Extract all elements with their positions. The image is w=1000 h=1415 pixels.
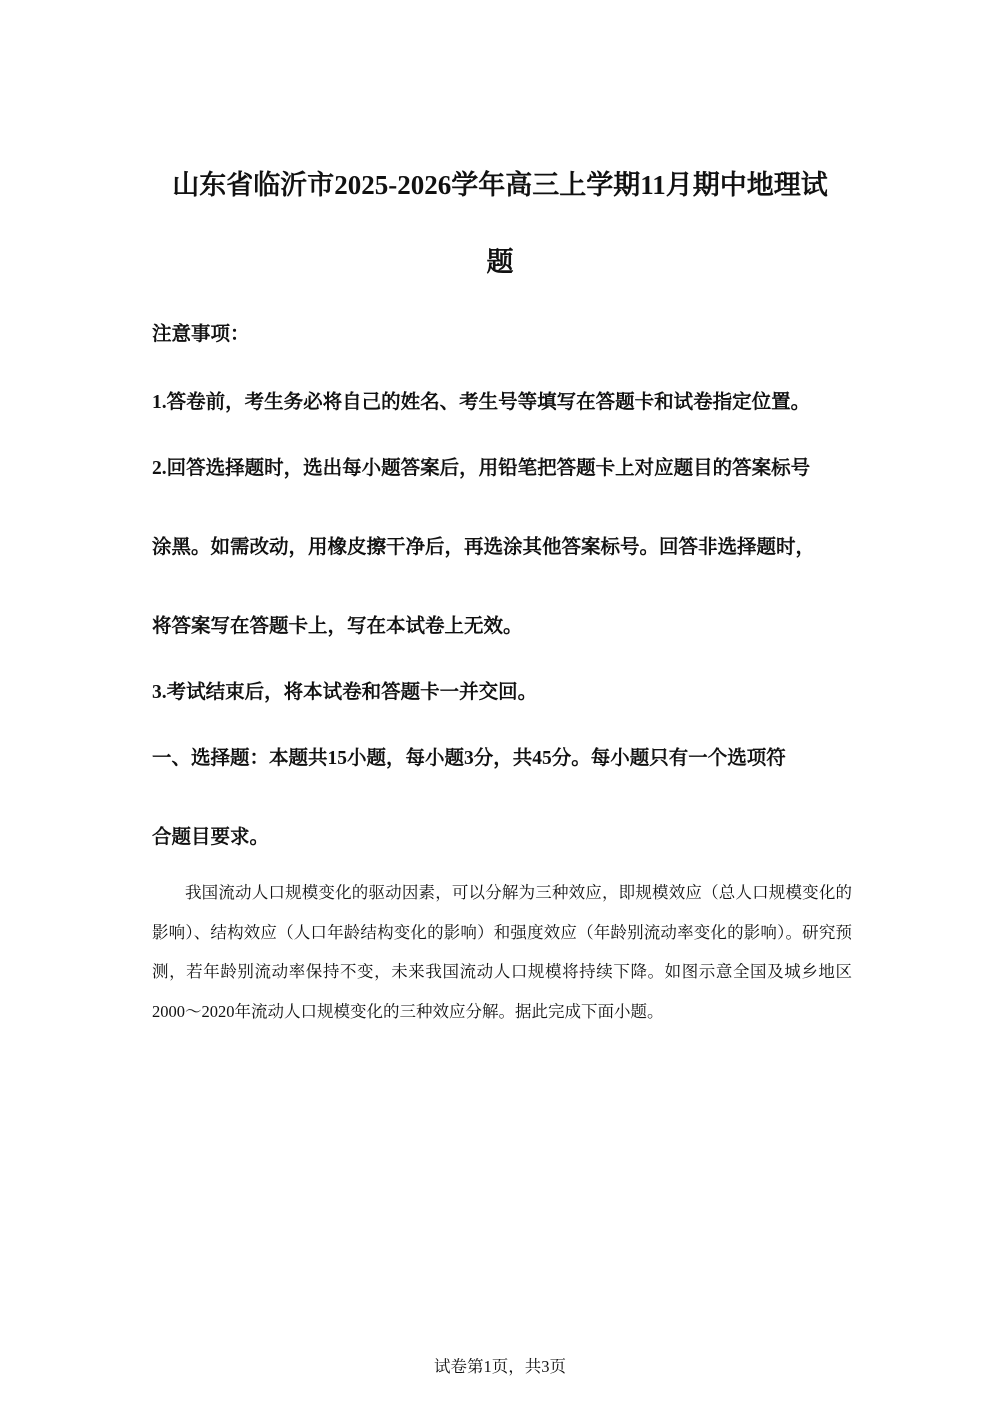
question-passage: 我国流动人口规模变化的驱动因素，可以分解为三种效应，即规模效应（总人口规模变化的影响）、结构效应（人口年龄结构变化的影响）和强度效应（年龄别流动率变化的影响）。研究预测，若年龄别流动率保持不变，未来我国流动人口规模将持续下降。如图示意全国及城乡地区2000～2020年流动人口规模变化的三种效应分解。据此完成下面小题。 bbox=[152, 883, 852, 1021]
exam-title-line2: 题 bbox=[486, 247, 514, 277]
exam-title-line1: 山东省临沂市2025-2026学年高三上学期11月期中地理试 bbox=[172, 170, 828, 200]
section1-heading-line2: 合题目要求。 bbox=[152, 827, 270, 848]
section1-heading-line1: 一、选择题：本题共15小题，每小题3分，共45分。每小题只有一个选项符 bbox=[152, 748, 786, 769]
notice-item-1: 1.答卷前，考生务必将自己的姓名、考生号等填写在答题卡和试卷指定位置。 bbox=[152, 392, 811, 413]
notice-heading: 注意事项： bbox=[152, 324, 250, 345]
notice-item-2-line1: 2.回答选择题时，选出每小题答案后，用铅笔把答题卡上对应题目的答案标号 bbox=[152, 458, 811, 479]
notice-item-2-line2: 涂黑。如需改动，用橡皮擦干净后，再选涂其他答案标号。回答非选择题时， bbox=[152, 537, 816, 558]
page-footer: 试卷第1页，共3页 bbox=[434, 1357, 566, 1376]
notice-item-2-line3: 将答案写在答题卡上，写在本试卷上无效。 bbox=[152, 616, 523, 637]
notice-item-3: 3.考试结束后，将本试卷和答题卡一并交回。 bbox=[152, 682, 538, 703]
